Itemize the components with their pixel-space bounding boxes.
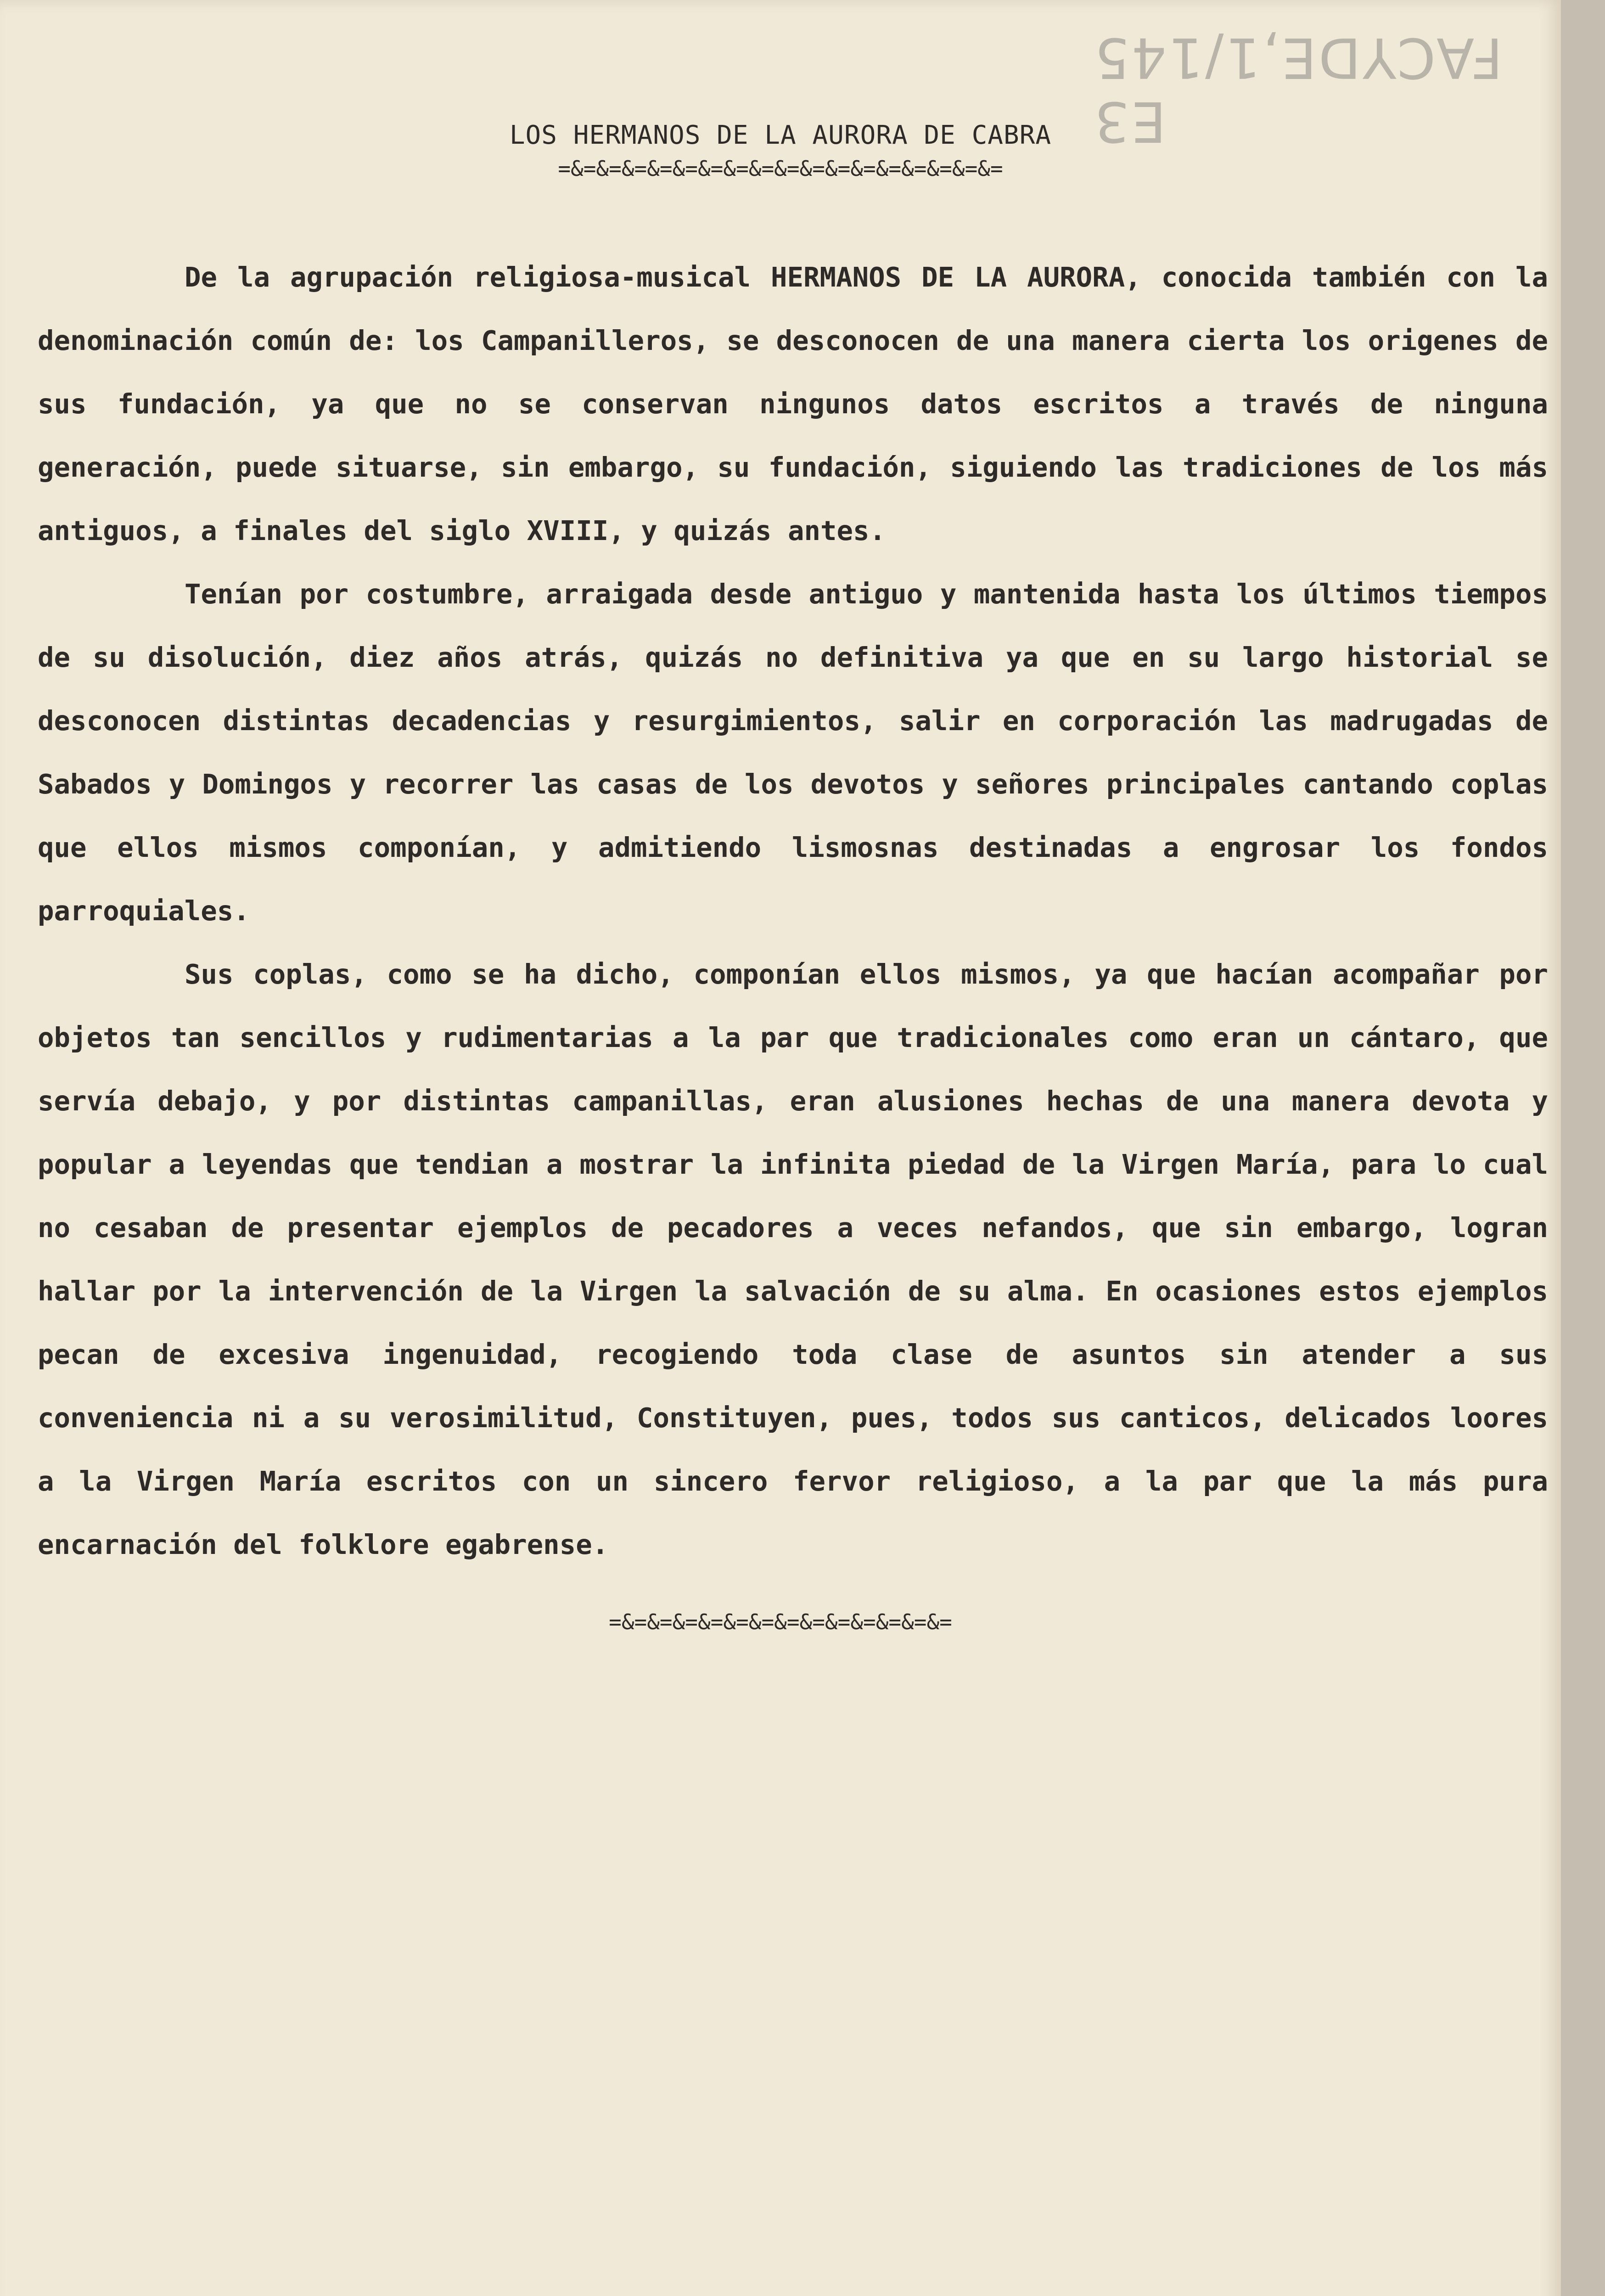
paragraph-customs: Tenían por costumbre, arraigada desde antiguo y mantenida hasta los últimos tiempos de su disolución, diez años atrás, quizás no definitiva ya que en su largo historial se desconocen distintas decadencias y resurgimientos, salir en corporación las madrugadas de Sabados y Domingos y recorrer las casas de los devotos y señores principales cantando coplas que ellos mismos componían, y admitiendo lismosnas destinadas a engrosar los fondos parroquiales. <box>38 578 1548 927</box>
document-title: LOS HERMANOS DE LA AURORA DE CABRA <box>509 120 1052 150</box>
closing-rule: =&=&=&=&=&=&=&=&=&=&=&=&=&= <box>609 1609 952 1634</box>
document-body <box>38 246 1548 1576</box>
paragraph-origins: De la agrupación religiosa-musical HERMANOS DE LA AURORA, conocida también con la denominación común de: los Campanilleros, se desconocen de una manera cierta los origenes de sus fundación, ya que no se conservan ningunos datos escritos a través de ninguna generación, puede situarse, sin embargo, su fundación, siguiendo las tradiciones de los más antiguos, a finales del siglo XVIII, y quizás antes. <box>38 261 1548 546</box>
archive-reference-mark: E3 FACYDE,1/145 <box>1093 25 1503 153</box>
page-edge <box>1561 0 1605 2296</box>
paragraph-coplas: Sus coplas, como se ha dicho, componían ellos mismos, ya que hacían acompañar por objetos tan sencillos y rudimentarias a la par que tradicionales como eran un cántaro, que servía debajo, y por distintas campanillas, eran alusiones hechas de una manera devota y popular a leyendas que tendian a mostrar la infinita piedad de la Virgen María, para lo cual no cesaban de presentar ejemplos de pecadores a veces nefandos, que sin embargo, logran hallar por la intervención de la Virgen la salvación de su alma. En ocasiones estos ejemplos pecan de excesiva ingenuidad, recogiendo toda clase de asuntos sin atender a sus conveniencia ni a su verosimilitud, Constituyen, pues, todos sus canticos, delicados loores a la Virgen María escritos con un sincero fervor religioso, a la par que la más pura encarnación del folklore egabrense. <box>38 958 1548 1560</box>
title-underline: =&=&=&=&=&=&=&=&=&=&=&=&=&=&=&=&=&= <box>558 156 1003 181</box>
